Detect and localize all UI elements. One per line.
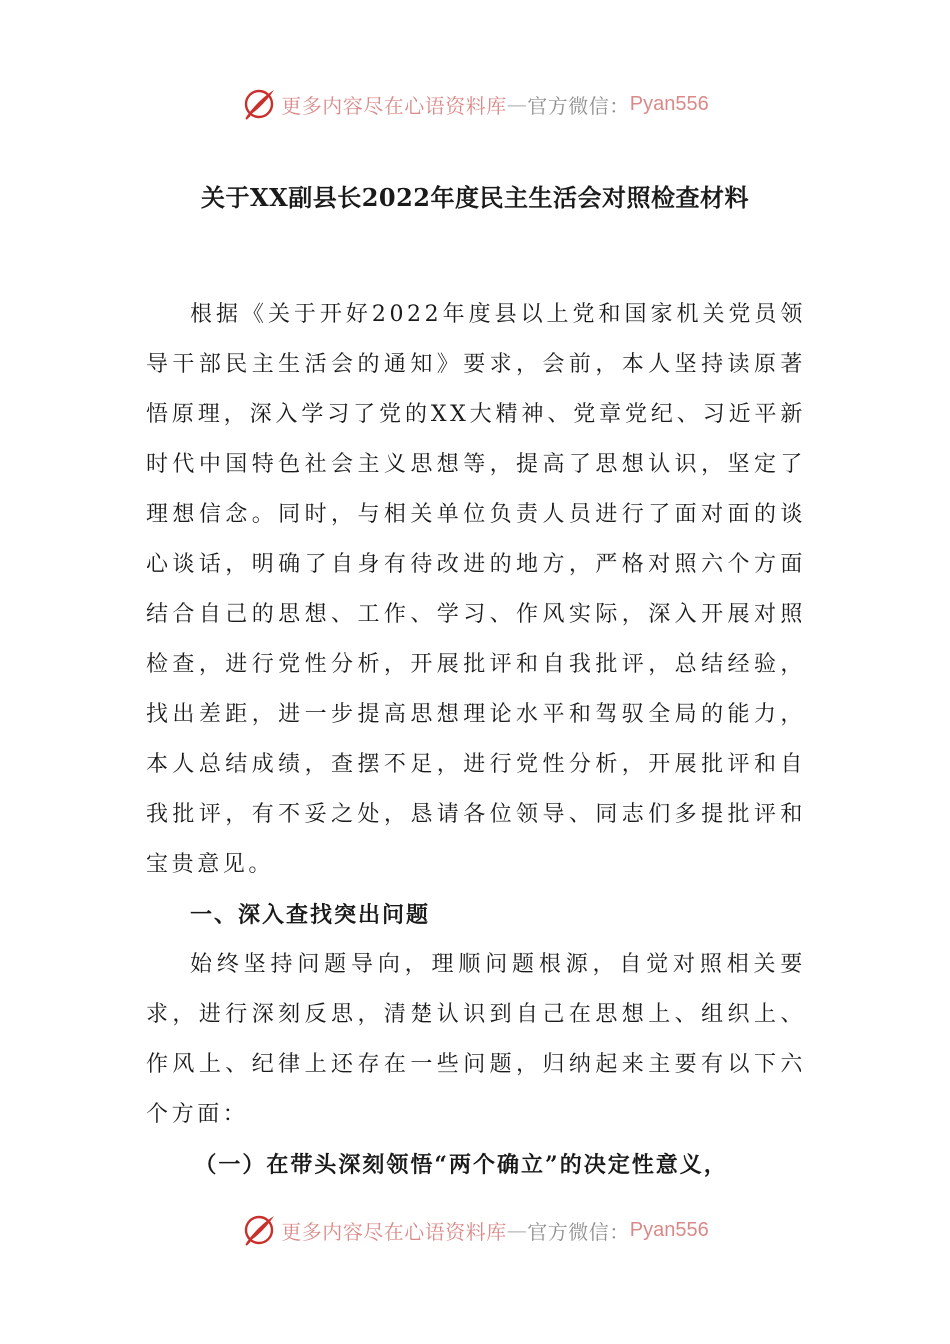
section-heading-1: 一、深入查找突出问题 [190,902,431,928]
watermark-text: 更多内容尽在心语资料库 [281,93,507,118]
watermark-separator: — [506,92,528,116]
watermark-wechat-id: Pyan556 [629,92,709,115]
watermark-official-label: 官方微信： [527,93,630,118]
watermark-wechat-id: Pyan556 [629,1218,709,1241]
feather-pen-circle-icon [241,1212,277,1248]
feather-pen-circle-icon [241,86,277,122]
watermark-official-label: 官方微信： [527,1219,630,1244]
document-title: 关于XX副县长2022年度民主生活会对照检查材料 [200,183,750,212]
document-body [146,290,806,1190]
header-watermark [0,84,950,124]
watermark-separator: — [506,1218,528,1242]
subsection-heading-1: （一）在带头深刻领悟“两个确立”的决定性意义， [194,1152,728,1178]
watermark-text: 更多内容尽在心语资料库 [281,1219,507,1244]
section-paragraph-1: 始终坚持问题导向，理顺问题根源，自觉对照相关要求，进行深刻反思，清楚认识到自己在思想上、组织上、作风上、纪律上还存在一些问题，归纳起来主要有以下六个方面： [146,952,806,1127]
intro-paragraph: 根据《关于开好2022年度县以上党和国家机关党员领导干部民主生活会的通知》要求，会前，本人坚持读原著悟原理，深入学习了党的XX大精神、党章党纪、习近平新时代中国特色社会主义思想等，提高了思想认识，坚定了理想信念。同时，与相关单位负责人员进行了面对面的谈心谈话，明确了自身有待改进的地方，严格对照六个方面结合自己的思想、工作、学习、作风实际，深入开展对照检查，进行党性分析，开展批评和自我批评，总结经验，找出差距，进一步提高思想理论水平和驾驭全局的能力，本人总结成绩，查摆不足，进行党性分析，开展批评和自我批评，有不妥之处，恳请各位领导、同志们多提批评和宝贵意见。 [146,302,806,877]
footer-watermark [0,1210,950,1250]
